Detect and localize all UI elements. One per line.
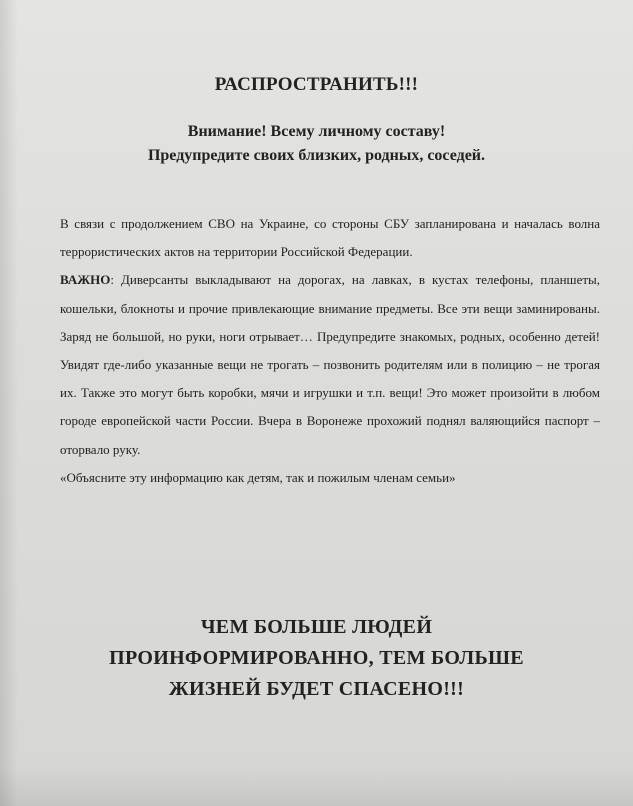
footer-line-3: ЖИЗНЕЙ БУДЕТ СПАСЕНО!!! — [168, 678, 465, 700]
document-body — [60, 210, 600, 492]
paragraph-quote: «Объясните эту информацию как детям, так и пожилым членам семьи» — [60, 469, 456, 485]
document-footer — [0, 612, 633, 705]
important-text: : Диверсанты выкладывают на дорогах, на лавках, в кустах телефоны, планшеты, кошельки, блокноты и прочие привлекающие внимание предметы. Все эти вещи заминированы. Заряд не большой, но руки, ноги отрывает… Предупредите знакомых, родных, особенно детей! Увидят где-либо указанные вещи не трогать – позвонить родителям или в полицию – не трогая их. Также это могут быть коробки, мячи и игрушки и т.п. вещи! Это может произойти в любом городе европейской части России. Вчера в Воронеже прохожий поднял валяющийся паспорт – оторвало руку. — [60, 272, 600, 457]
document-title: РАСПРОСТРАНИТЬ!!! — [214, 74, 419, 95]
document-subtitle — [0, 120, 633, 168]
paragraph-important — [60, 266, 600, 463]
footer-line-1: ЧЕМ БОЛЬШЕ ЛЮДЕЙ — [200, 616, 433, 638]
subtitle-line-1: Внимание! Всему личному составу! — [187, 123, 446, 140]
subtitle-line-2: Предупредите своих близких, родных, соседей. — [147, 147, 486, 164]
paragraph-intro: В связи с продолжением СВО на Украине, со стороны СБУ запланирована и началась волна террористических актов на территории Российской Федерации. — [60, 216, 600, 260]
footer-line-2: ПРОИНФОРМИРОВАННО, ТЕМ БОЛЬШЕ — [109, 647, 524, 669]
important-label: ВАЖНО — [60, 272, 111, 288]
